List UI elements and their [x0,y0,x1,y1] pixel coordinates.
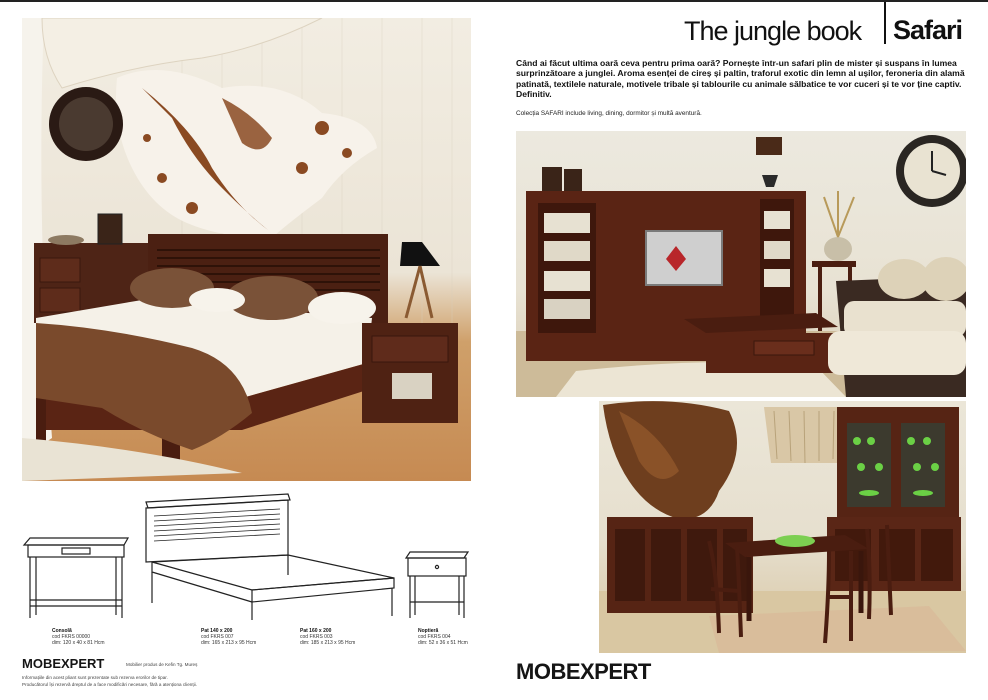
disclaimer-line-1: Informațiile din acest pliant sunt prezentate sub rezerva erorilor de tipar. [22,675,168,680]
dining-room-scene [599,401,966,653]
nightstand-drawing [406,552,468,618]
bedroom-scene [22,18,471,481]
product-caption-bed-160 [300,628,355,646]
cowhide-wallhanging [116,70,377,238]
product-code: cod FKRS 003 [300,634,333,640]
product-caption-nightstand [418,628,468,646]
disclaimer-line-2: Producătorul își rezervă dreptul de a face modificări necesare, fără a atenționa clienții. [22,682,197,687]
bedroom-photo [22,18,471,481]
product-name: Pat 160 x 200 [300,628,332,634]
top-rule [0,0,988,2]
living-room-photo [516,131,966,397]
product-name: Consolă [52,628,72,634]
intro-subline: Colecția SAFARI include living, dining, dormitor și multă aventură. [516,110,702,117]
brand-logo-left: MOBEXPERT [22,656,105,671]
product-name: Pat 140 x 200 [201,628,233,634]
product-dimensions: dim: 52 x 36 x 51 Hcm [418,640,468,646]
product-name: Noptieră [418,628,439,634]
console-drawing [24,538,128,618]
title-separator [884,2,886,44]
page-title: The jungle book [684,16,862,46]
collection-name: Safari [893,15,963,45]
product-dimensions: dim: 165 x 213 x 95 Hcm [201,640,257,646]
product-code: cod FKRS 007 [201,634,234,640]
product-code: cod FKRS 00000 [52,634,91,640]
product-line-drawings [22,490,472,620]
product-dimensions: dim: 120 x 40 x 81 Hcm [52,640,105,646]
maker-note: Mobilier produs de Kefin Tg. Mureș [126,662,198,667]
intro-paragraph: Când ai făcut ultima oară ceva pentru prima oară? Pornește într-un safari plin de mister și suspans în lumea surprinzătoare a junglei. Aroma esenței de cireș și paltin, traforul exotic din lemn al ușilor, feroneria din alamă patinată, textilele naturale, motivele tribale și tablourile cu animale sălbatice te vor cuceri și te vor ține captiv. Definitiv. [516,58,965,100]
brand-logo-right: MOBEXPERT [516,659,651,684]
dining-room-photo [599,401,966,653]
product-caption-bed-140 [201,628,256,646]
product-dimensions: dim: 185 x 213 x 95 Hcm [300,640,356,646]
product-caption-console [52,628,105,646]
bed-drawing [146,494,394,620]
living-room-scene [516,131,966,397]
product-code: cod FKRS 004 [418,634,451,640]
